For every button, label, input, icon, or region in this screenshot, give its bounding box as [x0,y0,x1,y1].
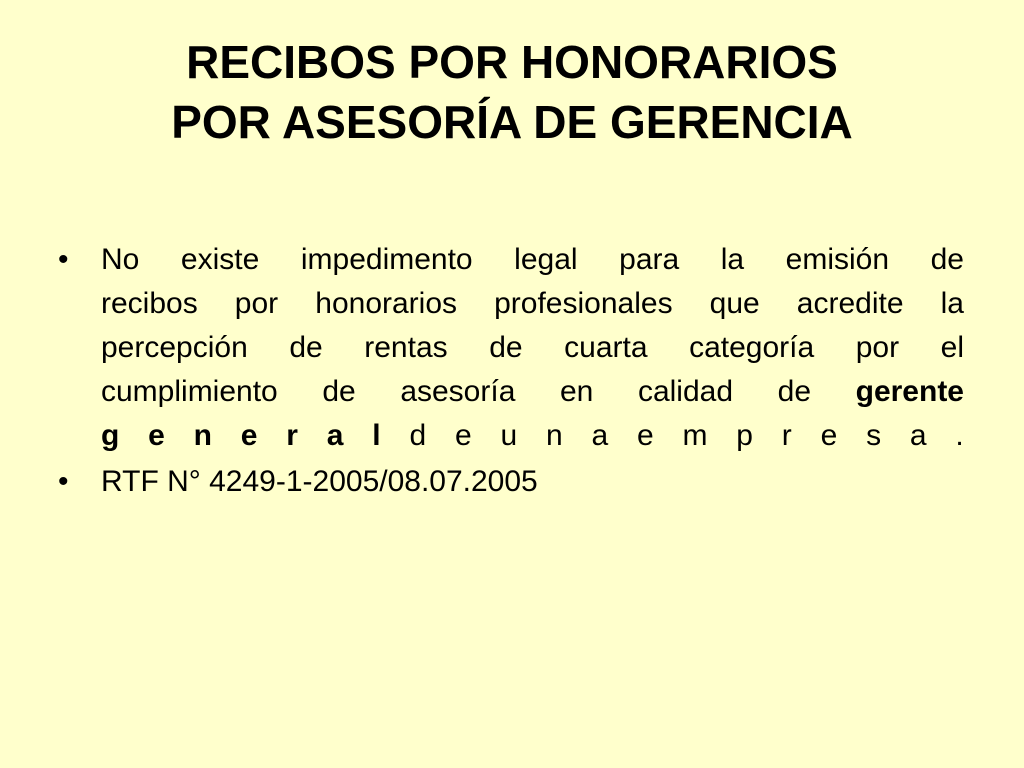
bullet-1-bold-gerente: gerente [855,375,964,408]
bullet-1-line-5-letter: r [781,419,792,452]
bullet-list [58,238,964,506]
bullet-1-line-5-letter: a [591,419,609,452]
slide-title [40,32,984,152]
bullet-1-line-4 [101,370,964,414]
bullet-icon: • [58,243,69,276]
bullet-1-line-5-letter: s [866,419,882,452]
bullet-item-1 [58,238,964,458]
bullet-1-line-5-bold-letter: l [372,419,381,452]
bullet-icon: • [58,465,69,498]
bullet-1-line-5-letter: . [955,419,964,452]
bullet-1-line-5-letter: p [736,419,753,452]
bullet-1-line-5-letter: m [682,419,708,452]
bullet-1-line-5 [101,414,964,458]
bullet-1-line-5-letter: e [454,419,472,452]
bullet-1-line-5-letter: u [500,419,518,452]
bullet-1-line-5-bold-letter: e [240,419,258,452]
bullet-1-line-3: percepción de rentas de cuarta categoría por el [101,331,964,364]
bullet-1-line-4-text: cumplimiento de asesoría en calidad de [101,375,812,408]
bullet-1-line-5-bold-letter: n [193,419,212,452]
bullet-1-line-5-bold-letter: g [101,419,120,452]
bullet-1-line-5-bold-letter: r [286,419,298,452]
bullet-1-line-5-letter: n [545,419,563,452]
bullet-1-line-5-letter: a [909,419,927,452]
bullet-1-line-2: recibos por honorarios profesionales que acredite la [101,287,964,320]
bullet-1-line-5-letter: e [820,419,838,452]
bullet-1-line-5-letter: e [636,419,654,452]
bullet-1-line-1: No existe impedimento legal para la emisión de [101,243,964,276]
bullet-1-line-5-bold-letter: e [148,419,165,452]
title-line-2: POR ASESORÍA DE GERENCIA [171,96,853,148]
bullet-item-2 [58,460,964,504]
bullet-1-line-5-letter: d [409,419,427,452]
bullet-2-text: RTF N° 4249-1-2005/08.07.2005 [101,465,538,498]
title-line-1: RECIBOS POR HONORARIOS [186,36,838,88]
bullet-1-line-5-bold-letter: a [326,419,344,452]
